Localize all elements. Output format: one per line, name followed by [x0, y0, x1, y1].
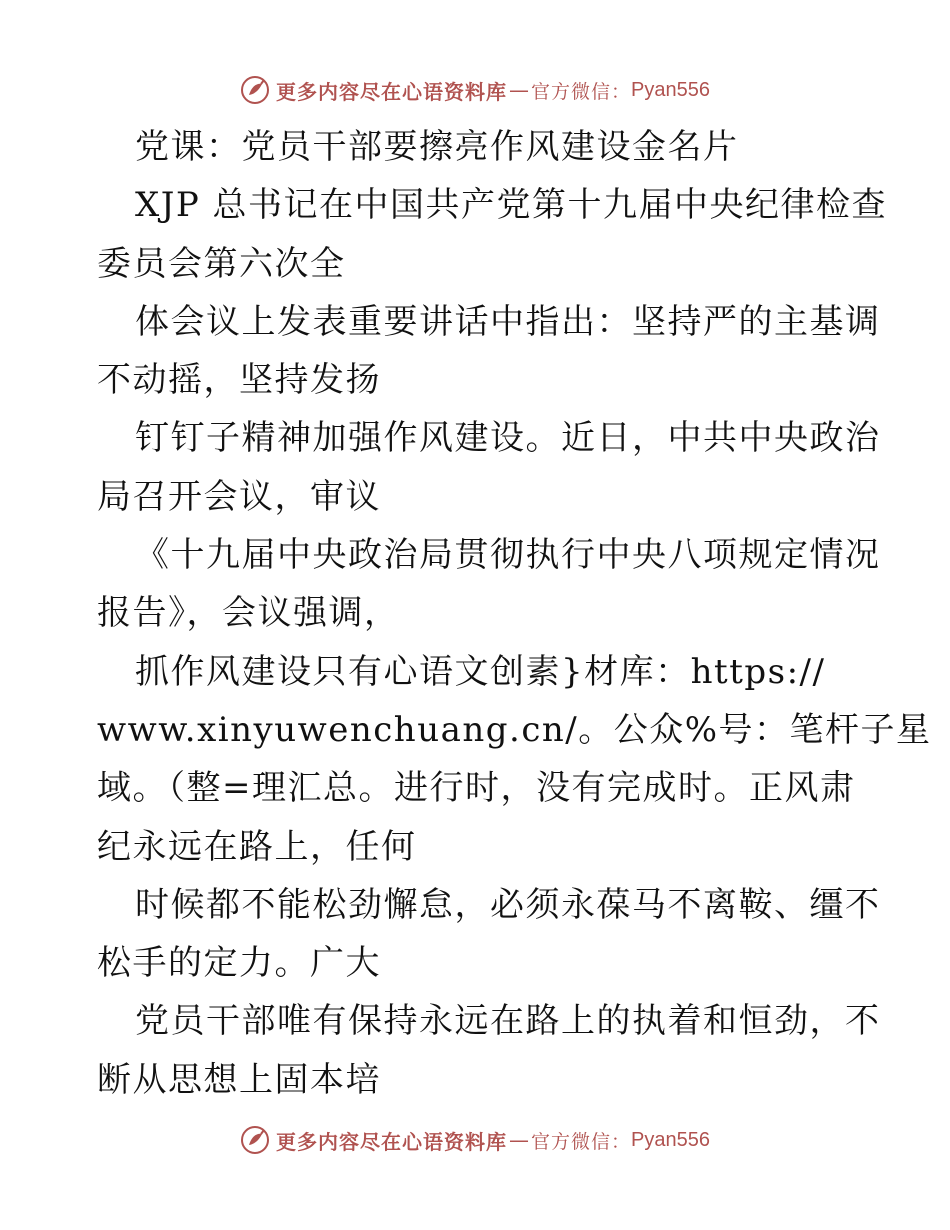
text-line: 委员会第六次全	[97, 243, 346, 284]
chili-pepper-seal-icon	[240, 75, 270, 105]
document-body	[97, 118, 932, 1109]
watermark-dash: —	[509, 1128, 529, 1152]
watermark-dash: —	[509, 78, 529, 102]
header-watermark	[0, 70, 950, 110]
text-line: 断从思想上固本培	[97, 1059, 381, 1100]
document-title: 党课：党员干部要擦亮作风建设金名片	[135, 127, 739, 167]
text-line: 抓作风建设只有心语文创素}材库：https://	[135, 651, 826, 692]
text-line: 域。（整=理汇总。进行时，没有完成时。正风肃	[97, 768, 856, 809]
text-line: 松手的定力。广大	[97, 943, 381, 984]
text-line: XJP 总书记在中国共产党第十九届中央纪律检查	[135, 185, 888, 226]
text-line: 体会议上发表重要讲话中指出：坚持严的主基调	[135, 301, 881, 342]
text-line: 时候都不能松劲懈怠，必须永葆马不离鞍、缰不	[135, 884, 881, 925]
text-line: 《十九届中央政治局贯彻执行中央八项规定情况	[135, 535, 881, 576]
watermark-wechat-id: Pyan556	[631, 1128, 710, 1151]
text-line: 党员干部唯有保持永远在路上的执着和恒劲，不	[135, 1001, 881, 1042]
text-line: 局召开会议，审议	[97, 476, 381, 517]
watermark-wechat-label: 官方微信：	[531, 80, 632, 103]
text-line: 报告》，会议强调，	[97, 593, 400, 634]
text-line: www.xinyuwenchuang.cn/。公众%号：笔杆子星	[97, 709, 932, 750]
watermark-brand: 更多内容尽在心语资料库	[276, 79, 507, 104]
footer-watermark	[0, 1120, 950, 1160]
watermark-wechat-label: 官方微信：	[531, 1130, 632, 1153]
chili-pepper-seal-icon	[240, 1125, 270, 1155]
watermark-brand: 更多内容尽在心语资料库	[276, 1129, 507, 1154]
text-line: 钉钉子精神加强作风建设。近日，中共中央政治	[135, 418, 881, 459]
text-line: 不动摇，坚持发扬	[97, 360, 381, 401]
watermark-wechat-id: Pyan556	[631, 78, 710, 101]
text-line: 纪永远在路上，任何	[97, 826, 417, 867]
